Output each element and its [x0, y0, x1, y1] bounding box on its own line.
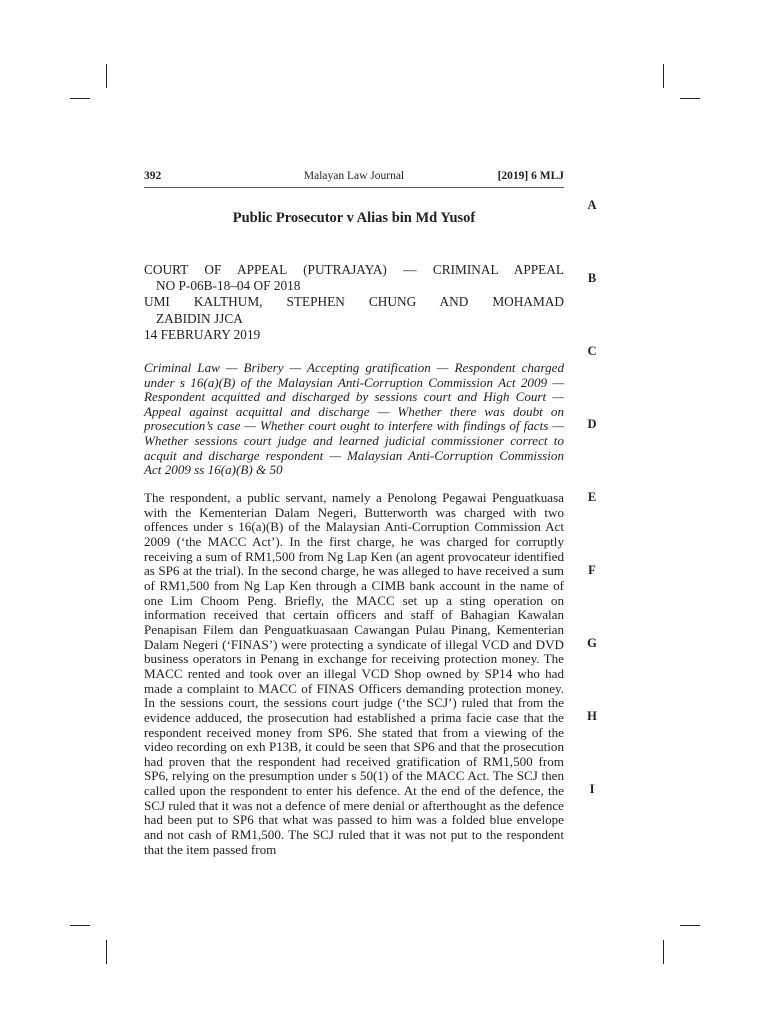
margin-marker-d: D	[587, 417, 597, 431]
case-number: NO P-06B-18–04 OF 2018	[156, 278, 301, 294]
margin-marker-i: I	[589, 782, 595, 796]
margin-marker-b: B	[587, 271, 597, 285]
crop-mark-bottom-left-horizontal	[70, 925, 90, 926]
crop-mark-top-left-horizontal	[70, 98, 90, 99]
journal-name: Malayan Law Journal	[303, 170, 405, 182]
margin-marker-a: A	[587, 198, 597, 212]
margin-marker-g: G	[587, 636, 597, 650]
margin-marker-e: E	[587, 490, 597, 504]
judges-line-continued: ZABIDIN JJCA	[156, 310, 243, 326]
crop-mark-bottom-left-vertical	[106, 940, 107, 964]
crop-mark-top-right-vertical	[663, 64, 664, 88]
case-metadata	[144, 262, 564, 343]
court-line: COURT OF APPEAL (PUTRAJAYA) — CRIMINAL APPEAL	[144, 262, 564, 277]
margin-marker-c: C	[587, 344, 597, 358]
headnote-summary: The respondent, a public servant, namely a Penolong Pegawai Penguatkuasa with the Kementerian Dalam Negeri, Butterworth was charged with two offences under s 16(a)(B) of the Malaysian Anti-Corruption Commission Act 2009 (‘the MACC Act’). In the first charge, he was charged for corruptly receiving a sum of RM1,500 from Ng Lap Ken (an agent provocateur identified as SP6 at the trial). In the second charge, he was alleged to have received a sum of RM1,500 from Ng Lap Ken through a CIMB bank account in the name of one Lim Choom Peng. Briefly, the MACC set up a sting operation on information received that certain officers and staff of Bahagian Kawalan Penapisan Filem dan Penguatkuasaan Cawangan Pulau Pinang, Kementerian Dalam Negeri (‘FINAS’) were protecting a syndicate of illegal VCD and DVD business operators in Penang in exchange for receiving protection money. The MACC rented and took over an illegal VCD Shop owned by SP14 who had made a complaint to MACC of FINAS Officers demanding protection money. In the sessions court, the sessions court judge (‘the SCJ’) ruled that from the evidence adduced, the prosecution had established a prima facie case that the respondent received money from SP6. She stated that from a viewing of the video recording on exh P13B, it could be seen that SP6 and that the prosecution had proven that the respondent had received gratification of RM1,500 from SP6, relying on the presumption under s 50(1) of the MACC Act. The SCJ then called upon the respondent to enter his defence. At the end of the defence, the SCJ ruled that it was not a defence of mere denial or afterthought as the defence had been put to SP6 that what was passed to him was a folded blue envelope and not cash of RM1,500. The SCJ ruled that it was not put to the respondent that the item passed from	[144, 490, 564, 857]
catchwords: Criminal Law — Bribery — Accepting gratification — Respondent charged under s 16(a)(B) of the Malaysian Anti-Corruption Commission Act 2009 — Respondent acquitted and discharged by sessions court and High Court — Appeal against acquittal and discharge — Whether there was doubt on prosecution’s case — Whether court ought to interfere with findings of facts — Whether sessions court judge and learned judicial commissioner correct to acquit and discharge respondent — Malaysian Anti-Corruption Commission Act 2009 ss 16(a)(B) & 50	[144, 360, 564, 478]
judges-line: UMI KALTHUM, STEPHEN CHUNG AND MOHAMAD	[144, 294, 564, 310]
crop-mark-top-right-horizontal	[680, 98, 700, 99]
crop-mark-bottom-right-horizontal	[680, 925, 700, 926]
page-number: 392	[144, 170, 162, 182]
crop-mark-bottom-right-vertical	[663, 940, 664, 964]
case-title: Public Prosecutor v Alias bin Md Yusof	[232, 210, 476, 226]
journal-citation: [2019] 6 MLJ	[497, 170, 564, 182]
decision-date: 14 FEBRUARY 2019	[144, 326, 261, 342]
margin-marker-h: H	[587, 709, 597, 723]
crop-mark-top-left-vertical	[106, 64, 107, 88]
margin-marker-f: F	[588, 563, 596, 577]
running-header	[144, 169, 564, 188]
